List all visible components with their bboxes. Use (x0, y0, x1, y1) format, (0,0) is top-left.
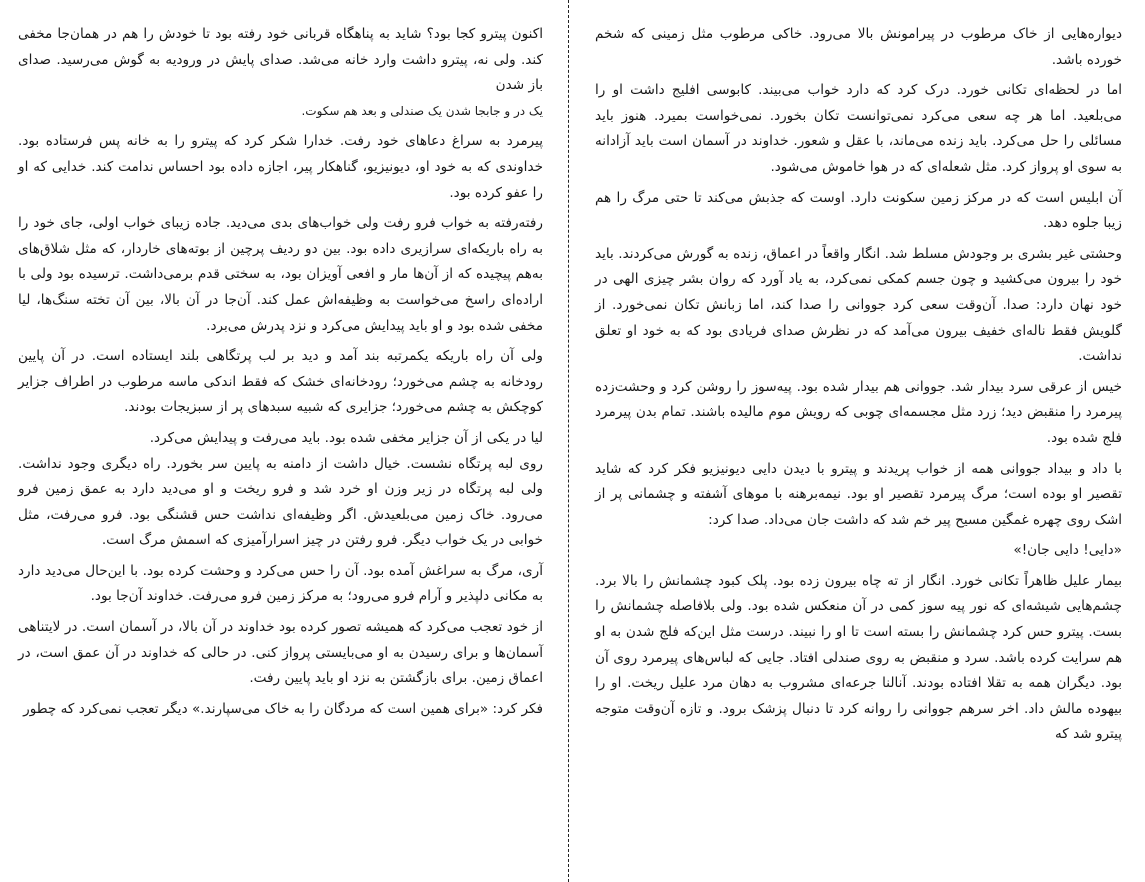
left-paragraph-7: آری، مرگ به سراغش آمده بود. آن را حس می‌کرد و وحشت کرده بود. با این‌حال می‌دید دارد به مکانی دلپذیر و آرام فرو می‌رود؛ به مرکز زمین فرو می‌رفت. خداوند آن‌جا بود. (18, 562, 543, 605)
left-paragraph-6: روی لبه پرتگاه نشست. خیال داشت از دامنه به پایین سر بخورد. راه دیگری وجود نداشت. ولی لبه پرتگاه در زیر وزن او خرد شد و فرو ریخت و او می‌دید دارد به عمق زمین فرو می‌رود. خاک زمین می‌بلعیدش. اگر وظیفه‌ای نداشت حس قشنگی بود. فرو می‌رفت، مثل خوابی در یک خواب دیگر. فرو رفتن در چیز اسرارآمیزی که اسمش مرگ است. (18, 455, 543, 549)
left-paragraph-8: از خود تعجب می‌کرد که همیشه تصور کرده بود خداوند در آن بالا، در آسمان است. در لایتناهی آسمان‌ها و برای رسیدن به او می‌بایستی پرواز کنی. در حالی که خداوند در آن عمق است، در اعماق زمین. برای بازگشتن به نزد او باید پایین رفت. (18, 619, 543, 687)
left-paragraph-2: پیرمرد به سراغ دعاهای خود رفت. خدارا شکر کرد که پیترو را به خانه پس فرستاده بود. خداوندی که به خود او، دیونیزیو، گناهکار پیر، اجازه داده بود احساس ندامت کند. خدایی که او را عفو کرده بود. (18, 133, 543, 201)
right-paragraph-5: خیس از عرقی سرد بیدار شد. جووانی هم بیدار شده بود. پیه‌سوز را روشن کرد و وحشت‌زده پیرمرد را منقبض دید؛ زرد مثل مجسمه‌ای چوبی که رویش موم مالیده باشند. تمام بدن پیرمرد فلج شده بود. (595, 378, 1122, 446)
right-page (595, 22, 1122, 753)
left-paragraph-3: رفته‌رفته به خواب فرو رفت ولی خواب‌های بدی می‌دید. جاده زیبای خواب اولی، جای خود را به راه باریکه‌ای سرازیری داده بود. بین دو ردیف پرچین از بوته‌های خاردار، که مثل شلاق‌های به‌هم پیچیده که از آن‌ها مار و افعی آویزان بود، به سختی قدم برمی‌داشت. ترسیده بود ولی با اراده‌ای راسخ می‌خواست به وظیفه‌اش عمل کند. آن‌جا در آن بالا، بین آن تخته سنگ‌ها، لیا مخفی شده بود و او باید پیدایش می‌کرد و نزد پدرش می‌برد. (18, 215, 543, 334)
right-paragraph-8: بیمار علیل ظاهراً تکانی خورد. انگار از ته چاه بیرون زده بود. پلک کبود چشمانش را بالا برد. چشم‌هایی شیشه‌ای که نور پیه سوز کمی در آن منعکس شده بود. ولی بلافاصله چشمانش را بست. پیترو حس کرد چشمانش را بسته است تا او را نبیند. درست مثل این‌که فلج شدن به او هم سرایت کرده باشد. سرد و منقبض به روی صندلی افتاد. جایی که لباس‌های پیرمرد روی آن بود. دیگران همه به تقلا افتاده بودند. آنالنا جرعه‌ای مشروب به دهان مرد علیل ریخت. او را بیهوده مالش داد. اخر سرهم جووانی را روانه کرد تا دنبال پزشک برود. و تازه آن‌وقت متوجه پیترو شد که (595, 572, 1122, 743)
left-paragraph-9: فکر کرد: «برای همین است که مردگان را به خاک می‌سپارند.» دیگر تعجب نمی‌کرد که چطور (23, 700, 543, 717)
page-divider (568, 0, 569, 882)
left-page (18, 22, 543, 727)
right-paragraph-6: با داد و بیداد جووانی همه از خواب پریدند و پیترو با دیدن دایی دیونیزیو فکر کرد که شاید تقصیر او بوده است؛ مرگ پیرمرد تقصیر او بود. نیمه‌برهنه با موهای آشفته و چشمانی پر از اشک روی چهره غمگین مسیح پیر خم شد که داشت جان می‌داد. صدا کرد: (595, 460, 1122, 528)
left-paragraph-1: اکنون پیترو کجا بود؟ شاید به پناهگاه قربانی خود رفته بود تا خودش را هم در همان‌جا مخفی کند. ولی نه، پیترو داشت وارد خانه می‌شد. صدای پایش در ورودیه به گوش می‌رسید. صدای باز شدن (18, 26, 543, 94)
left-paragraph-4: ولی آن راه باریکه یکمرتبه بند آمد و دید بر لب پرتگاهی بلند ایستاده است. در آن پایین رودخانه به چشم می‌خورد؛ رودخانه‌ای خشک که فقط اندکی ماسه مرطوب در اطراف جزایر کوچکش به چشم می‌خورد؛ جزایری که شبیه سبدهای پر از سبزیجات بودند. (18, 348, 543, 416)
left-paragraph-5: لیا در یکی از آن جزایر مخفی شده بود. باید می‌رفت و پیدایش می‌کرد. (149, 429, 543, 446)
right-paragraph-1: دیواره‌هایی از خاک مرطوب در پیرامونش بالا می‌رود. خاکی مرطوب مثل زمینی که شخم خورده باشد. (595, 26, 1122, 68)
right-paragraph-4: وحشتی غیر بشری بر وجودش مسلط شد. انگار واقعاً در اعماق، زنده به گورش می‌کردند. باید خود را بیرون می‌کشید و چون جسم کمکی نمی‌کرد، به یاد آورد که روان بشر چیزی الهی در خود نهان دارد: صدا. آن‌وقت سعی کرد جووانی را صدا کند، اما زبانش تکان نمی‌خورد. از گلویش فقط ناله‌ای خفیف بیرون می‌آمد که در نظرش صدای فریادی بود که به خود او تعلق نداشت. (595, 245, 1122, 365)
right-paragraph-7: «دایی! دایی جان!» (1013, 542, 1122, 559)
right-paragraph-2: اما در لحظه‌ای تکانی خورد. درک کرد که دارد خواب می‌بیند. کابوسی افلیج داشت او را می‌بلعید. اما هر چه سعی می‌کرد نمی‌توانست تکان بخورد. نمی‌خواست بمیرد. هنوز باید مسائلی را حل می‌کرد. باید زنده می‌ماند، با عقل و شعور. خداوند در آسمان است باید آزادانه به سوی او پرواز کرد. مثل شعله‌ای که در هوا خاموش می‌شود. (595, 82, 1122, 175)
right-paragraph-3: آن ابلیس است که در مرکز زمین سکونت دارد. اوست که جذبش می‌کند تا حتی مرگ را هم زیبا جلوه دهد. (595, 189, 1122, 232)
left-paragraph-1-continued: یک در و جابجا شدن یک صندلی و بعد هم سکوت. (301, 103, 543, 118)
